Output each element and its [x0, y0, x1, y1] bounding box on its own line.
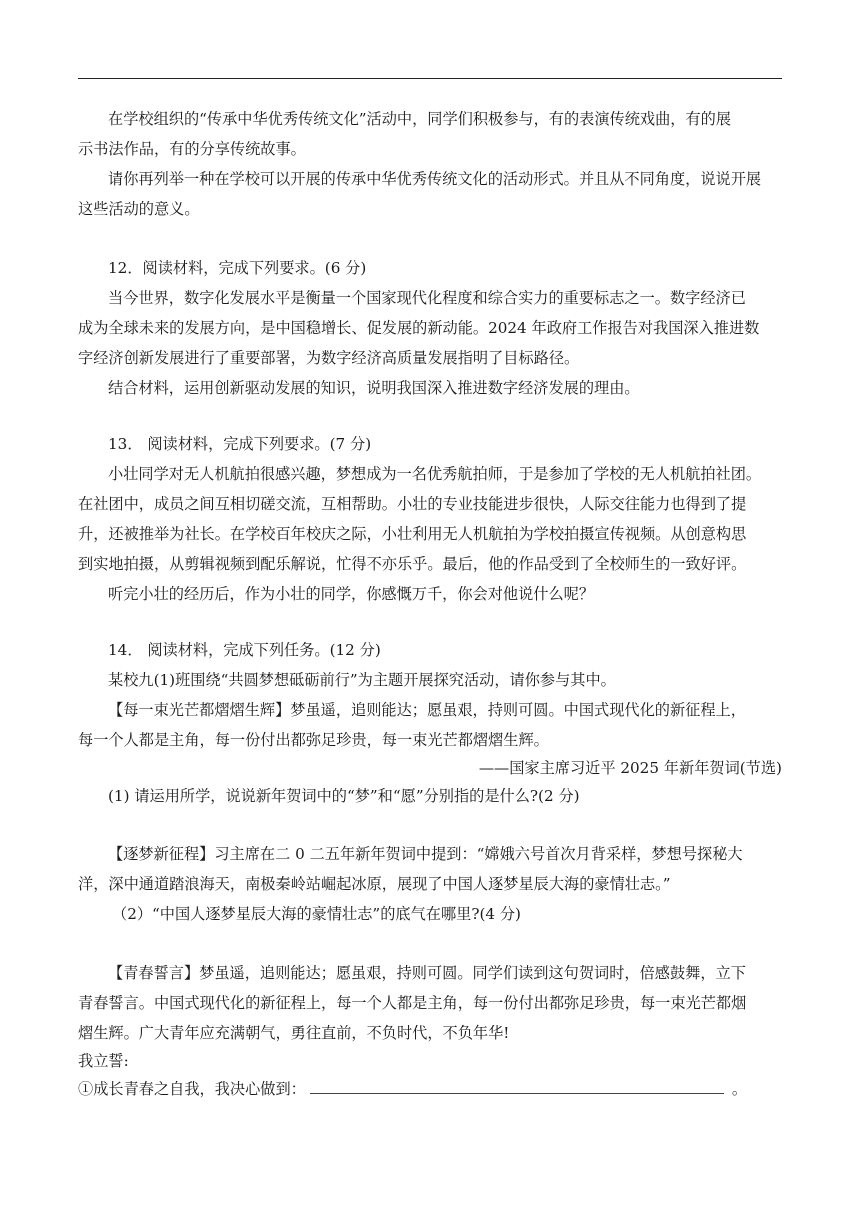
q14-section3: 【青春誓言】梦虽遥，追则能达；愿虽艰，持则可圆。同学们读到这句贺词时，倍感鼓舞，立下 [108, 964, 746, 982]
q12-heading: 12．阅读材料，完成下列要求。(6 分) [108, 259, 367, 277]
q14-intro: 某校九(1)班围绕“共圆梦想砥砺前行”为主题开展探究活动，请你参与其中。 [108, 671, 616, 689]
q14-heading: 14． 阅读材料，完成下列任务。(12 分) [108, 641, 381, 659]
q14-section3: 青春誓言。中国式现代化的新征程上，每一个人都是主角，每一份付出都弥足珍贵，每一束光芒都烟 [78, 994, 747, 1012]
q13-material: 在社团中，成员之间互相切磋交流，互相帮助。小壮的专业技能进步很快，人际交往能力也得到了提 [78, 495, 747, 513]
q13-material: 小壮同学对无人机航拍很感兴趣，梦想成为一名优秀航拍师，于是参加了学校的无人机航拍社团。 [108, 465, 762, 483]
pledge-line-1 [78, 1079, 782, 1099]
q13-material: 升，还被推举为社长。在学校百年校庆之际，小壮利用无人机航拍为学校拍摄宣传视频。从创意构思 [78, 525, 747, 543]
q14-section1-source: ——国家主席习近平 2025 年新年贺词(节选) [478, 759, 782, 777]
q13-task: 听完小壮的经历后，作为小壮的同学，你感慨万千，你会对他说什么呢？ [108, 585, 594, 603]
answer-blank[interactable] [310, 1079, 724, 1094]
pledge-end: 。 [731, 1080, 747, 1098]
intro-task: 这些活动的意义。 [78, 200, 200, 218]
q14-section3: 熠生辉。广大青年应充满朝气，勇往直前，不负时代，不负年华! [78, 1024, 510, 1042]
intro-text: 在学校组织的“传承中华优秀传统文化”活动中，同学们积极参与，有的表演传统戏曲，有的展 [108, 110, 732, 128]
q12-task: 结合材料，运用创新驱动发展的知识，说明我国深入推进数字经济发展的理由。 [108, 379, 640, 397]
q12-material: 字经济创新发展进行了重要部署，为数字经济高质量发展指明了目标路径。 [78, 349, 580, 367]
q13-heading: 13． 阅读材料，完成下列要求。(7 分) [108, 435, 372, 453]
q14-subquestion-1: (1) 请运用所学，说说新年贺词中的“梦”和“愿”分别指的是什么?(2 分) [108, 787, 580, 805]
q13-material: 到实地拍摄，从剪辑视频到配乐解说，忙得不亦乐乎。最后，他的作品受到了全校师生的一致好评。 [78, 555, 747, 573]
q14-section2: 【逐梦新征程】习主席在二 0 二五年新年贺词中提到：“嫦娥六号首次月背采样，梦想号探秘大 [108, 845, 743, 863]
q12-material: 成为全球未来的发展方向，是中国稳增长、促发展的新动能。2024 年政府工作报告对我国深入推进数 [78, 319, 760, 337]
intro-task: 请你再列举一种在学校可以开展的传承中华优秀传统文化的活动形式。并且从不同角度，说说开展 [108, 170, 762, 188]
q14-section1: 每一个人都是主角，每一份付出都弥足珍贵，每一束光芒都熠熠生辉。 [78, 731, 549, 749]
intro-text: 示书法作品，有的分享传统故事。 [78, 140, 306, 158]
q14-section1: 【每一束光芒都熠熠生辉】梦虽遥，追则能达；愿虽艰，持则可圆。中国式现代化的新征程上， [108, 701, 746, 719]
pledge-prompt: ①成长青春之自我，我决心做到： [78, 1080, 306, 1098]
q14-subquestion-2: （2）“中国人逐梦星辰大海的豪情壮志”的底气在哪里?(4 分) [112, 905, 521, 923]
q12-material: 当今世界，数字化发展水平是衡量一个国家现代化程度和综合实力的重要标志之一。数字经济已 [108, 289, 746, 307]
q14-section2: 洋，深中通道踏浪海天，南极秦岭站崛起冰原，展现了中国人逐梦星辰大海的豪情壮志。” [78, 875, 671, 893]
header-rule [78, 78, 782, 79]
pledge-label: 我立誓: [78, 1052, 129, 1070]
